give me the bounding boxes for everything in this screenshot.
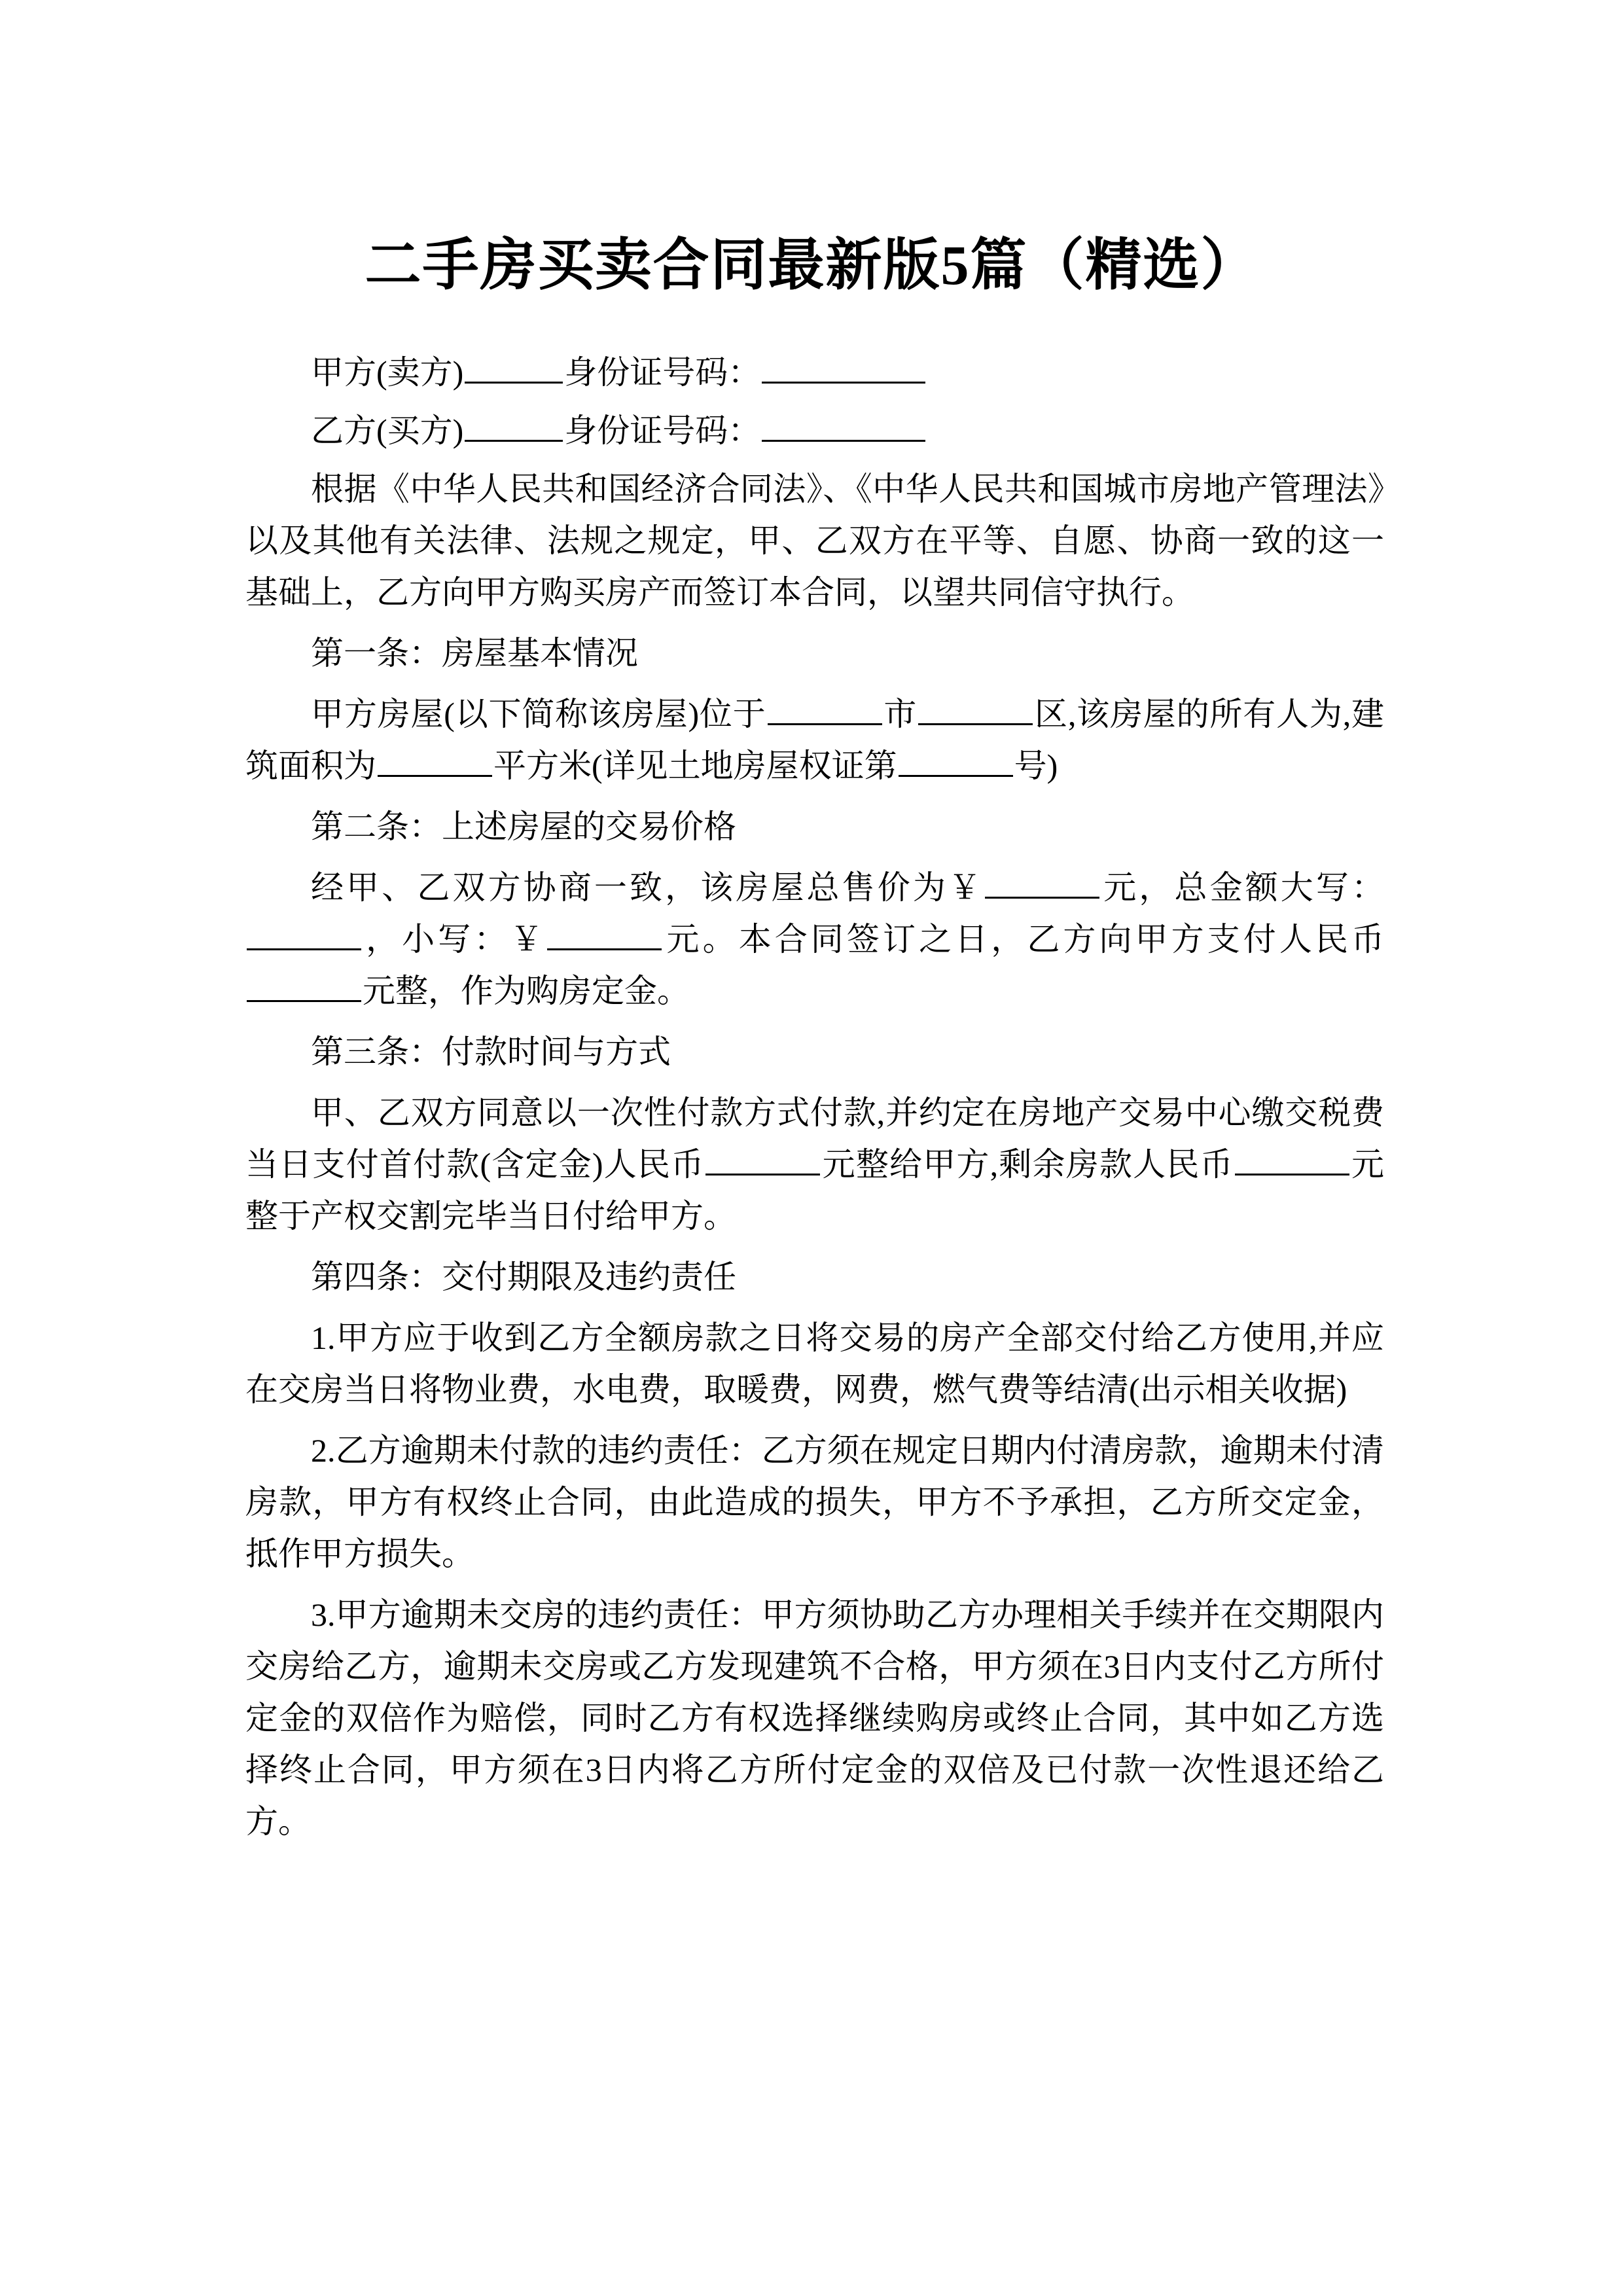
party-b-line	[245, 405, 1384, 457]
preamble-paragraph: 根据《中华人民共和国经济合同法》、《中华人民共和国城市房地产管理法》以及其他有关法律、法规之规定，甲、乙双方在平等、自愿、协商一致的这一基础上，乙方向甲方购买房产而签订本合同，以望共同信守执行。	[245, 471, 1384, 611]
article-3-heading: 第三条：付款时间与方式	[311, 1033, 671, 1070]
city-blank	[768, 692, 882, 726]
article-2-text-b: 元，总金额大写：	[1101, 869, 1385, 906]
document-body	[245, 340, 1384, 1857]
deposit-blank	[247, 969, 361, 1003]
article-4-item-1: 1.甲方应于收到乙方全额房款之日将交易的房产全部交付给乙方使用,并应在交房当日将物业费，水电费，取暖费，网费，燃气费等结清(出示相关收据)	[245, 1319, 1384, 1408]
party-a-line	[245, 347, 1384, 399]
article-3-body	[245, 1087, 1384, 1242]
certificate-number-blank	[899, 744, 1013, 778]
party-b-label: 乙方(买方)	[311, 412, 464, 449]
amount-uppercase-blank	[247, 918, 361, 951]
article-2-text-c: ，小写：￥	[363, 921, 546, 958]
article-4-heading: 第四条：交付期限及违约责任	[311, 1259, 736, 1295]
party-a-label: 甲方(卖方)	[311, 354, 464, 391]
article-1-text-b: 市	[883, 696, 918, 732]
article-2-body	[245, 862, 1384, 1017]
article-4-item-2: 2.乙方逾期未付款的违约责任：乙方须在规定日期内付清房款，逾期未付清房款，甲方有权终止合同，由此造成的损失，甲方不予承担，乙方所交定金，抵作甲方损失。	[245, 1432, 1384, 1572]
remaining-payment-blank	[1235, 1143, 1349, 1176]
article-1-body	[245, 689, 1384, 792]
page-title: 二手房买卖合同最新版5篇（精选）	[365, 233, 1258, 296]
amount-lowercase-blank	[547, 918, 662, 951]
article-3-text-a: 甲、乙双方同意以一次性付款方式付款,并约定在房地产交易中心缴交税费当日支付首付款(含定金)人民币	[245, 1094, 1384, 1183]
article-1-heading: 第一条：房屋基本情况	[311, 635, 638, 672]
article-1-text-a: 甲方房屋(以下简称该房屋)位于	[311, 696, 766, 732]
party-a-id-label: 身份证号码：	[564, 354, 761, 391]
article-2-text-e: 元整，作为购房定金。	[363, 973, 690, 1009]
article-1-text-d: 平方米(详见土地房屋权证第	[493, 747, 897, 784]
article-2-text-a: 经甲、乙双方协商一致，该房屋总售价为￥	[311, 869, 984, 906]
party-b-id-label: 身份证号码：	[564, 412, 761, 449]
article-1-text-c: 区,该房屋的所有人为,建筑面积为	[245, 696, 1385, 784]
area-blank	[378, 744, 492, 778]
party-b-id-blank	[762, 409, 925, 442]
article-2-heading: 第二条：上述房屋的交易价格	[311, 808, 736, 845]
article-4-item-3: 3.甲方逾期未交房的违约责任：甲方须协助乙方办理相关手续并在交期限内交房给乙方，逾期未交房或乙方发现建筑不合格，甲方须在3日内支付乙方所付定金的双倍作为赔偿，同时乙方有权选择继续购房或终止合同，其中如乙方选择终止合同，甲方须在3日内将乙方所付定金的双倍及已付款一次性退还给乙方。	[245, 1596, 1384, 1840]
article-2-text-d: 元。本合同签订之日，乙方向甲方支付人民币	[663, 921, 1385, 958]
total-price-blank	[985, 866, 1099, 899]
article-1-text-e: 号)	[1014, 747, 1058, 784]
article-3-text-c: 元整于产权交割完毕当日付给甲方。	[245, 1146, 1385, 1234]
party-a-id-blank	[762, 351, 925, 384]
party-a-name-blank	[465, 351, 563, 384]
article-3-text-b: 元整给甲方,剩余房款人民币	[821, 1146, 1234, 1183]
party-b-name-blank	[465, 409, 563, 442]
down-payment-blank	[705, 1143, 820, 1176]
district-blank	[918, 692, 1033, 726]
